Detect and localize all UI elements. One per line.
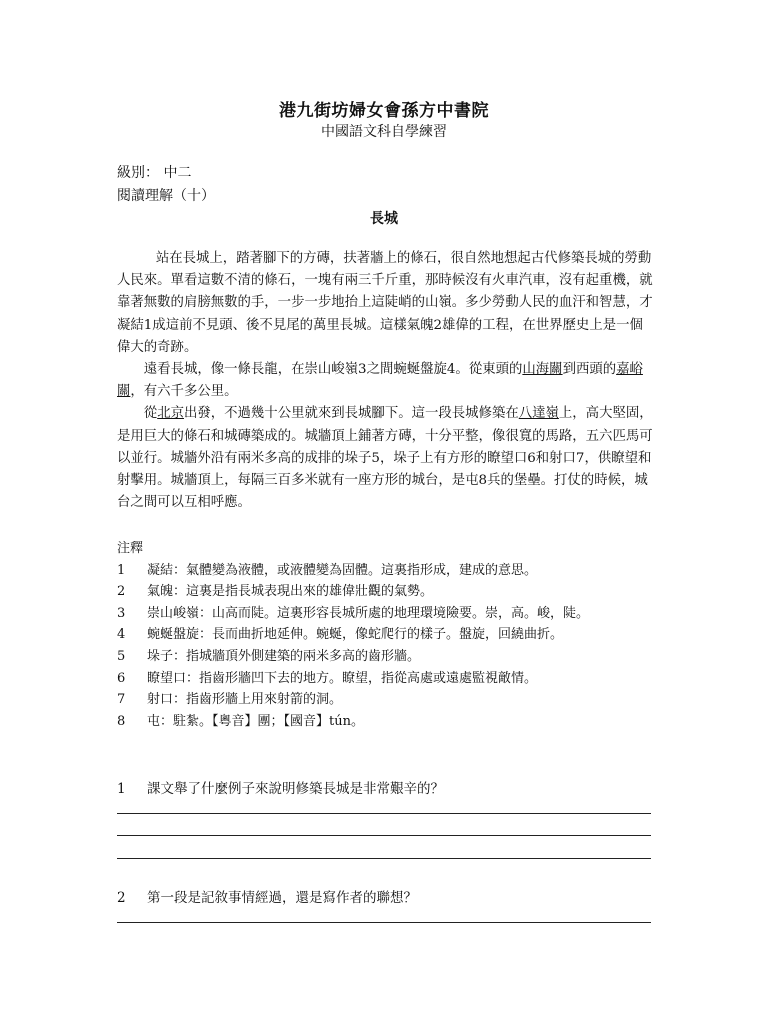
note-item xyxy=(117,581,589,603)
note-text: 崇山峻嶺：山高而陡。這裏形容長城所處的地理環境險要。崇，高。峻，陡。 xyxy=(147,605,590,621)
note-text: 垛子：指城牆頂外側建築的兩米多高的齒形牆。 xyxy=(147,648,421,664)
note-item xyxy=(117,711,589,733)
answer-line[interactable] xyxy=(117,922,651,923)
passage-title: 長城 xyxy=(370,211,398,227)
note-text: 蜿蜒盤旋：長而曲折地延伸。蜿蜒，像蛇爬行的樣子。盤旋，回繞曲折。 xyxy=(147,627,564,643)
worksheet-subtitle: 中國語文科自學練習 xyxy=(321,124,447,140)
place-beijing: 北京 xyxy=(157,406,184,422)
answer-line[interactable] xyxy=(117,813,651,814)
note-item xyxy=(117,668,589,690)
note-number: 4 xyxy=(117,627,126,643)
paragraph-2 xyxy=(117,359,654,403)
note-item xyxy=(117,646,589,668)
paragraph-3-text: 上，高大堅固，是用巨大的條石和城磚築成的。城牆頂上鋪著方磚，十分平整，像很寬的馬路，五六匹馬可以並行。城牆外沿有兩米多高的成排的垛子5，垛子上有方形的瞭望口6和射口7，供瞭望和射擊用。城牆頂上，每隔三百多米就有一座方形的城台，是屯8兵的堡壘。打仗的時候，城台之間可以互相呼應。 xyxy=(117,406,653,511)
unit-label: 閱讀理解（十） xyxy=(117,188,215,204)
note-number: 2 xyxy=(117,584,126,600)
question-number: 1 xyxy=(117,781,126,797)
answer-line[interactable] xyxy=(117,835,651,836)
grade-level: 級別： 中二 xyxy=(117,165,192,181)
note-number: 3 xyxy=(117,605,126,621)
question-1 xyxy=(117,777,444,797)
note-text: 瞭望口：指齒形牆凹下去的地方。瞭望，指從高處或遠處監視敵情。 xyxy=(147,670,538,686)
note-item xyxy=(117,689,589,711)
note-text: 氣魄：這裏是指長城表現出來的雄偉壯觀的氣勢。 xyxy=(147,584,434,600)
note-number: 8 xyxy=(117,713,126,729)
note-item xyxy=(117,624,589,646)
school-name: 港九街坊婦女會孫方中書院 xyxy=(279,101,489,121)
paragraph-2-text: ，有六千多公里。 xyxy=(130,384,238,400)
question-text: 第一段是記敘事情經過，還是寫作者的聯想？ xyxy=(147,890,417,906)
note-text: 屯：駐紮。【粵音】團；【國音】tún。 xyxy=(147,713,364,729)
place-shanhaiguan: 山海關 xyxy=(522,362,563,378)
answer-line[interactable] xyxy=(117,858,651,859)
note-item xyxy=(117,603,589,625)
note-number: 1 xyxy=(117,562,126,578)
place-badaling: 八達嶺 xyxy=(518,406,559,422)
question-number: 2 xyxy=(117,890,126,906)
passage xyxy=(117,248,654,514)
paragraph-2-text: 遠看長城，像一條長龍，在崇山峻嶺3之間蜿蜒盤旋4。從東頭的 xyxy=(143,362,523,378)
note-number: 6 xyxy=(117,670,126,686)
paragraph-2-text: 到西頭的 xyxy=(562,362,617,378)
notes-section xyxy=(117,538,589,732)
note-text: 射口：指齒形牆上用來射箭的洞。 xyxy=(147,692,343,708)
note-item xyxy=(117,560,589,582)
place-jiayuguan: 嘉峪關 xyxy=(117,362,643,400)
paragraph-3-text: 從 xyxy=(143,406,158,422)
paragraph-1: 站在長城上，踏著腳下的方磚，扶著牆上的條石，很自然地想起古代修築長城的勞動人民來。單看這數不清的條石，一塊有兩三千斤重，那時候沒有火車汽車，沒有起重機，就靠著無數的肩膀無數的手，一步一步地抬上這陡峭的山嶺。多少勞動人民的血汗和智慧，才凝結1成這前不見頭、後不見尾的萬里長城。這樣氣魄2雄偉的工程，在世界歷史上是一個偉大的奇跡。 xyxy=(117,251,653,355)
note-number: 7 xyxy=(117,692,126,708)
note-text: 凝結：氣體變為液體，或液體變為固體。這裏指形成，建成的意思。 xyxy=(147,562,538,578)
note-number: 5 xyxy=(117,648,126,664)
paragraph-3-text: 出發，不過幾十公里就來到長城腳下。這一段長城修築在 xyxy=(183,406,519,422)
question-text: 課文舉了什麼例子來說明修築長城是非常艱辛的？ xyxy=(147,781,444,797)
paragraph-3 xyxy=(117,403,654,514)
question-2 xyxy=(117,886,417,906)
notes-title: 注釋 xyxy=(117,541,144,556)
